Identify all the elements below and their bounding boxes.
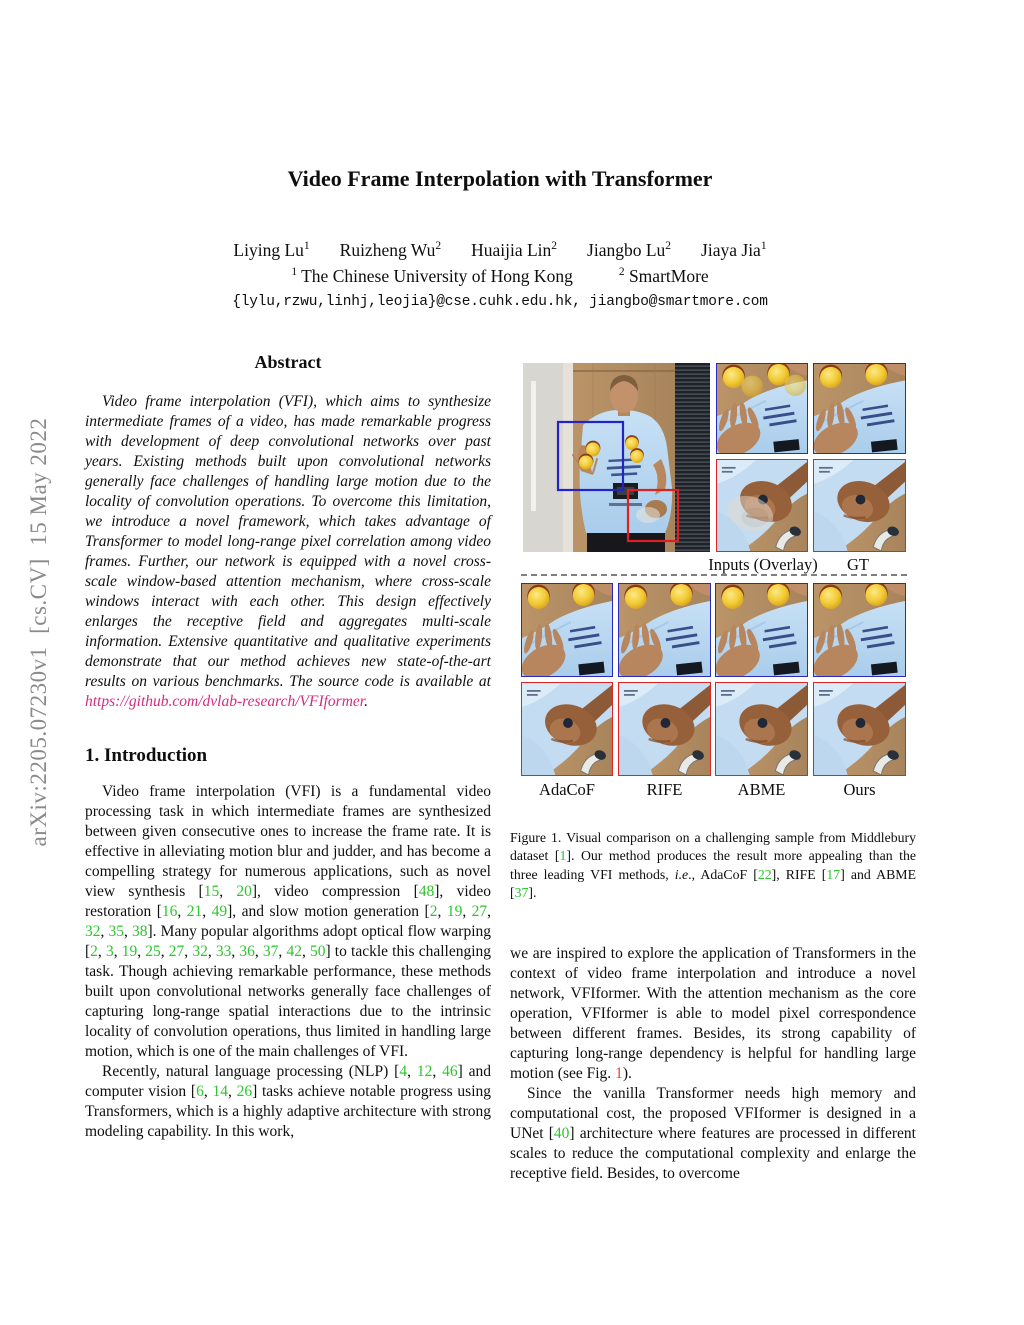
citation-ref[interactable]: 16 [161,903,178,920]
left-column [85,352,491,1142]
authors-line: Liying Lu$^1$ Ruizheng Wu$^2$ Huaijia Lin$^2$ Jiangbo Lu$^2$ Jiaya Jia$^1$ [233,240,767,260]
introduction-paragraph-2: Recently, natural language processing (NLP) [4, 12, 46] and computer vision [6, 14, 26] tasks achieve notable progress using Transformers, which is a highly adaptive architecture with strong modeling capability. In this work, [85,1063,492,1140]
citation-ref[interactable]: 19 [446,903,463,920]
citation-ref[interactable]: 22 [757,866,772,882]
right-paragraph-1: we are inspired to explore the application of Transformers in the context of video frame interpolation and introduce a novel network, VFIformer. With the attention mechanism as the core operation, VFIformer is able to model pixel correspondence between different frames. Besides, its strong capability of capturing long-range dependency is helpful for handling large motion (see Fig. 1). [510,945,916,1082]
citation-ref[interactable]: 37 [514,885,529,901]
citation-ref[interactable]: 48 [418,883,435,900]
figure1-crop-inputs-red [716,459,808,552]
citation-ref[interactable]: 2 [429,903,438,920]
citation-ref[interactable]: 33 [215,943,232,960]
citation-ref[interactable]: 14 [212,1083,228,1100]
citation-ref[interactable]: 32 [85,923,101,940]
figure1-input-photo [523,363,710,552]
citation-ref[interactable]: 38 [132,923,148,940]
figure1-crop-rife-red [618,682,711,776]
citation-ref[interactable]: 17 [826,866,841,882]
figure1-crop-rife-blue [618,583,711,677]
source-code-link[interactable]: https://github.com/dvlab-research/VFIformer [85,693,365,710]
figure1-caption: Figure 1. Visual comparison on a challenging sample from Middlebury dataset [1]. Our method produces the result more appealing than the three leading VFI methods, i.e., AdaCoF [22], RIFE [17] and ABME [37]. [510,830,916,901]
citation-ref[interactable]: 27 [471,903,488,920]
figure1-label-ours: Ours [843,780,876,799]
emails-line: {lylu,rzwu,linhj,leojia}@cse.cuhk.edu.hk, jiangbo@smartmore.com [232,294,768,310]
introduction-paragraph-1: Video frame interpolation (VFI) is a fundamental video processing task in which intermediate frames are synthesized between given consecutive ones to increase the frame rate. It is effective in alleviating motion blur and judder, and has become a compelling strategy for numerous applications, such as novel view synthesis [15, 20], video compression [48], video restoration [16, 21, 49], and slow motion generation [2, 19, 27, 32, 35, 38]. Many popular algorithms adopt optical flow warping [2, 3, 19, 25, 27, 32, 33, 36, 37, 42, 50] to tackle this challenging task. Though achieving remarkable performance, these methods built upon convolutional networks generally face challenges of capturing long-range spatial interactions due to the intrinsic locality of convolution operations, thus limited in handling large motion, which is one of the main challenges of VFI. [85,783,492,1060]
citation-ref[interactable]: 20 [236,883,252,900]
figure1-crop-abme-blue [715,583,808,677]
figure1-label-inputs: Inputs (Overlay) [708,555,818,574]
citation-ref[interactable]: 26 [236,1083,253,1100]
abstract-text: Video frame interpolation (VFI), which aims to synthesize intermediate frames of a video, has made remarkable progress with development of deep convolutional networks over past years. Existing methods built upon convolutional networks generally face challenges of handling large motion due to the locality of convolution operations. To overcome this limitation, we introduce a novel framework, which takes advantage of Transformer to model long-range pixel correlation among video frames. Further, our network is equipped with a novel cross-scale window-based attention mechanism, where cross-scale windows interact with each other. This design effectively enlarges the receptive field and aggregates multi-scale information. Extensive quantitative and qualitative experiments demonstrate that our method achieves new state-of-the-art results on various benchmarks. The source code is available at https://github.com/dvlab-research/VFIformer. [85,393,491,710]
figure1-crop-inputs-blue [716,363,808,454]
figure-ref[interactable]: 1 [615,1065,623,1082]
citation-ref[interactable]: 3 [105,943,114,960]
affiliations-line: $^1$ The Chinese University of Hong Kong $^2$ SmartMore [291,266,709,286]
figure1-label-abme: ABME [737,780,786,799]
figure1-crop-gt-red [813,459,906,552]
figure1-crop-adacof-blue [521,583,613,677]
citation-ref[interactable]: 49 [211,903,228,920]
abstract-heading: Abstract [254,352,322,372]
arxiv-watermark: arXiv:2205.07230v1 [cs.CV] 15 May 2022 [26,417,51,847]
figure1-crop-abme-red [715,682,808,776]
citation-ref[interactable]: 15 [203,883,220,900]
citation-ref[interactable]: 37 [262,943,279,960]
figure1 [521,363,907,803]
figure1-dashed-divider [521,574,907,576]
figure1-crop-adacof-red [521,682,613,776]
citation-ref[interactable]: 40 [553,1125,570,1142]
citation-ref[interactable]: 12 [416,1063,433,1080]
citation-ref[interactable]: 19 [121,943,138,960]
right-paragraph-2: Since the vanilla Transformer needs high memory and computational cost, the proposed VFIformer is designed in a UNet [40] architecture where features are processed in different scales to reduce the computational complexity and enlarge the receptive field. Besides, to overcome [510,1085,916,1182]
citation-ref[interactable]: 2 [90,943,98,960]
right-column [510,944,916,1184]
citation-ref[interactable]: 25 [145,943,161,960]
citation-ref[interactable]: 27 [168,943,185,960]
figure1-label-gt: GT [847,555,869,574]
citation-ref[interactable]: 50 [309,943,326,960]
figure1-label-adacof: AdaCoF [539,780,595,799]
citation-ref[interactable]: 6 [196,1083,204,1100]
section-heading-introduction: 1. Introduction [85,745,208,766]
figure1-crop-ours-red [813,682,906,776]
citation-ref[interactable]: 42 [286,943,302,960]
figure1-label-rife: RIFE [646,780,683,799]
citation-ref[interactable]: 36 [239,943,255,960]
citation-ref[interactable]: 21 [186,903,203,920]
citation-ref[interactable]: 1 [559,848,567,864]
paper-header [85,166,915,310]
citation-ref[interactable]: 32 [192,943,208,960]
citation-ref[interactable]: 35 [108,923,124,940]
figure1-crop-ours-blue [813,583,906,677]
figure1-crop-gt-blue [813,363,906,454]
page-title: Video Frame Interpolation with Transformer [287,166,713,191]
citation-ref[interactable]: 46 [442,1063,458,1080]
citation-ref[interactable]: 4 [399,1063,408,1080]
